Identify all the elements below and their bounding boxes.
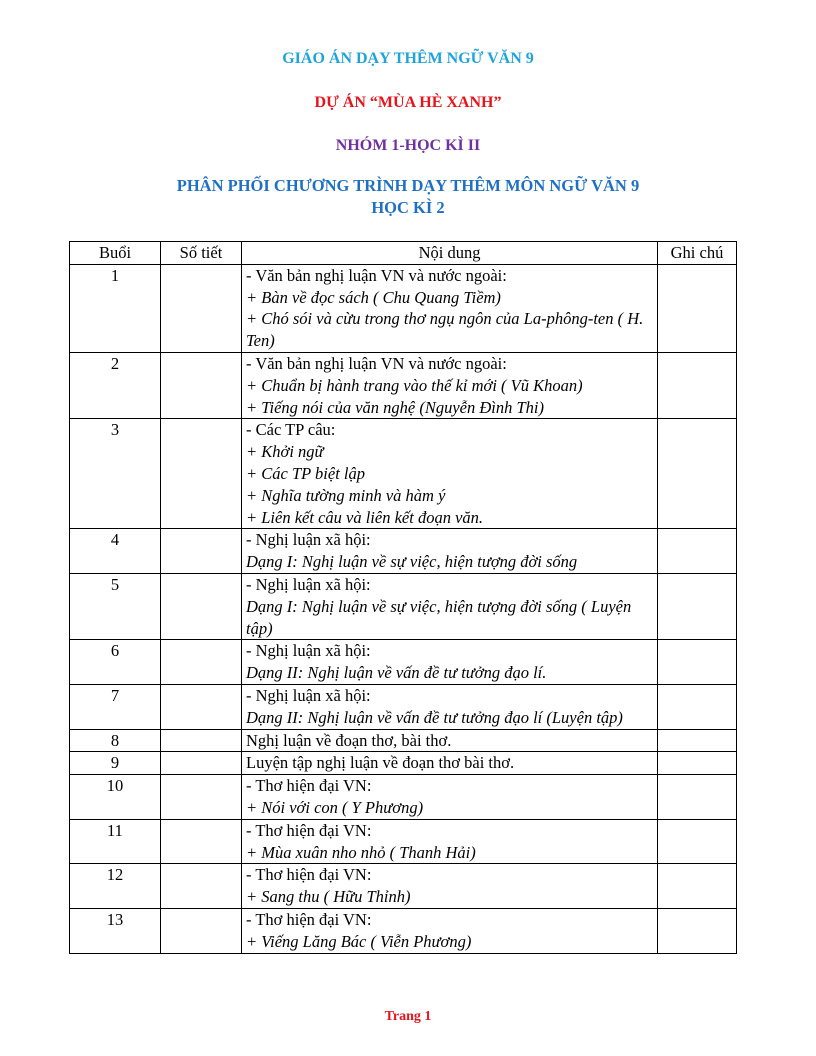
document-title: GIÁO ÁN DẠY THÊM NGỮ VĂN 9 bbox=[282, 50, 534, 67]
content-line: + Mùa xuân nho nhỏ ( Thanh Hải) bbox=[246, 842, 476, 862]
table-row bbox=[70, 908, 737, 953]
content-line: - Thơ hiện đại VN: bbox=[246, 776, 372, 796]
cell-noi-dung bbox=[242, 775, 658, 820]
group-semester: NHÓM 1-HỌC KÌ II bbox=[335, 137, 481, 154]
content-line: + Tiếng nói của văn nghệ (Nguyễn Đình Thi) bbox=[246, 397, 545, 417]
cell-buoi: 12 bbox=[70, 864, 161, 909]
content-line: - Thơ hiện đại VN: bbox=[246, 865, 372, 885]
header-noi-dung: Nội dung bbox=[242, 242, 658, 265]
content-line: - Thơ hiện đại VN: bbox=[246, 909, 372, 929]
cell-ghi-chu bbox=[658, 752, 737, 775]
content-line: - Văn bản nghị luận VN và nước ngoài: bbox=[246, 265, 507, 285]
table-row bbox=[70, 684, 737, 729]
content-line: - Các TP câu: bbox=[246, 420, 336, 440]
cell-buoi: 3 bbox=[70, 419, 161, 529]
cell-noi-dung bbox=[242, 264, 658, 352]
content-line: Dạng II: Nghị luận về vấn đề tư tưởng đạo lí. bbox=[246, 663, 547, 683]
cell-noi-dung bbox=[242, 908, 658, 953]
content-line: - Nghị luận xã hội: bbox=[246, 685, 371, 705]
cell-ghi-chu bbox=[658, 684, 737, 729]
cell-buoi: 11 bbox=[70, 819, 161, 864]
content-line: Nghị luận về đoạn thơ, bài thơ. bbox=[246, 730, 452, 750]
cell-buoi: 13 bbox=[70, 908, 161, 953]
table-row bbox=[70, 419, 737, 529]
cell-ghi-chu bbox=[658, 729, 737, 752]
table-row bbox=[70, 752, 737, 775]
cell-ghi-chu bbox=[658, 775, 737, 820]
content-line: + Bàn về đọc sách ( Chu Quang Tiềm) bbox=[246, 287, 501, 307]
table-row bbox=[70, 729, 737, 752]
cell-ghi-chu bbox=[658, 264, 737, 352]
content-line: + Viếng Lăng Bác ( Viễn Phương) bbox=[246, 931, 472, 951]
cell-so-tiet bbox=[161, 684, 242, 729]
cell-buoi: 9 bbox=[70, 752, 161, 775]
cell-noi-dung bbox=[242, 352, 658, 418]
cell-buoi: 2 bbox=[70, 352, 161, 418]
content-line: + Chuẩn bị hành trang vào thế kỉ mới ( Vũ Khoan) bbox=[246, 375, 583, 395]
cell-buoi: 7 bbox=[70, 684, 161, 729]
cell-noi-dung bbox=[242, 573, 658, 639]
content-line: + Các TP biệt lập bbox=[246, 463, 365, 483]
content-line: - Nghị luận xã hội: bbox=[246, 574, 371, 594]
table-row bbox=[70, 775, 737, 820]
cell-so-tiet bbox=[161, 419, 242, 529]
table-row bbox=[70, 264, 737, 352]
cell-so-tiet bbox=[161, 264, 242, 352]
cell-ghi-chu bbox=[658, 640, 737, 685]
table-header-row bbox=[70, 242, 737, 265]
cell-buoi: 6 bbox=[70, 640, 161, 685]
cell-buoi: 10 bbox=[70, 775, 161, 820]
content-line: Dạng I: Nghị luận về sự việc, hiện tượng đời sống bbox=[246, 552, 578, 572]
cell-so-tiet bbox=[161, 352, 242, 418]
cell-ghi-chu bbox=[658, 419, 737, 529]
cell-buoi: 4 bbox=[70, 529, 161, 574]
cell-so-tiet bbox=[161, 819, 242, 864]
table-row bbox=[70, 819, 737, 864]
table-row bbox=[70, 573, 737, 639]
content-line: Dạng II: Nghị luận về vấn đề tư tưởng đạo lí (Luyện tập) bbox=[246, 707, 623, 727]
cell-noi-dung bbox=[242, 752, 658, 775]
cell-noi-dung bbox=[242, 729, 658, 752]
header-so-tiet: Số tiết bbox=[161, 242, 242, 265]
cell-noi-dung bbox=[242, 419, 658, 529]
content-line: Luyện tập nghị luận về đoạn thơ bài thơ. bbox=[246, 753, 515, 773]
content-line: + Chó sói và cừu trong thơ ngụ ngôn của La-phông-ten ( H. Ten) bbox=[246, 309, 644, 351]
cell-buoi: 5 bbox=[70, 573, 161, 639]
cell-ghi-chu bbox=[658, 352, 737, 418]
content-line: + Liên kết câu và liên kết đoạn văn. bbox=[246, 507, 484, 527]
cell-noi-dung bbox=[242, 864, 658, 909]
cell-buoi: 8 bbox=[70, 729, 161, 752]
content-line: + Nói với con ( Y Phương) bbox=[246, 797, 424, 817]
table-row bbox=[70, 529, 737, 574]
cell-ghi-chu bbox=[658, 864, 737, 909]
cell-noi-dung bbox=[242, 684, 658, 729]
content-line: + Khởi ngữ bbox=[246, 442, 324, 462]
cell-so-tiet bbox=[161, 864, 242, 909]
cell-so-tiet bbox=[161, 729, 242, 752]
cell-so-tiet bbox=[161, 529, 242, 574]
page-number: Trang 1 bbox=[384, 1009, 432, 1024]
header-buoi: Buổi bbox=[70, 242, 161, 265]
cell-ghi-chu bbox=[658, 529, 737, 574]
semester-title: HỌC KÌ 2 bbox=[371, 198, 445, 217]
content-line: - Nghị luận xã hội: bbox=[246, 641, 371, 661]
cell-ghi-chu bbox=[658, 908, 737, 953]
table-row bbox=[70, 864, 737, 909]
cell-ghi-chu bbox=[658, 819, 737, 864]
cell-noi-dung bbox=[242, 640, 658, 685]
content-line: - Thơ hiện đại VN: bbox=[246, 820, 372, 840]
cell-buoi: 1 bbox=[70, 264, 161, 352]
curriculum-table bbox=[69, 241, 737, 954]
content-line: - Văn bản nghị luận VN và nước ngoài: bbox=[246, 353, 507, 373]
cell-so-tiet bbox=[161, 573, 242, 639]
program-title: PHÂN PHỐI CHƯƠNG TRÌNH DẠY THÊM MÔN NGỮ VĂN 9 bbox=[176, 176, 640, 195]
content-line: - Nghị luận xã hội: bbox=[246, 530, 371, 550]
header-ghi-chu: Ghi chú bbox=[658, 242, 737, 265]
content-line: Dạng I: Nghị luận về sự việc, hiện tượng đời sống ( Luyện tập) bbox=[246, 596, 632, 638]
cell-so-tiet bbox=[161, 908, 242, 953]
project-title: DỰ ÁN “MÙA HÈ XANH” bbox=[314, 94, 502, 111]
cell-noi-dung bbox=[242, 529, 658, 574]
cell-so-tiet bbox=[161, 640, 242, 685]
table-row bbox=[70, 640, 737, 685]
cell-ghi-chu bbox=[658, 573, 737, 639]
content-line: + Sang thu ( Hữu Thỉnh) bbox=[246, 887, 411, 907]
table-row bbox=[70, 352, 737, 418]
content-line: + Nghĩa tường minh và hàm ý bbox=[246, 485, 446, 505]
cell-so-tiet bbox=[161, 752, 242, 775]
cell-noi-dung bbox=[242, 819, 658, 864]
cell-so-tiet bbox=[161, 775, 242, 820]
